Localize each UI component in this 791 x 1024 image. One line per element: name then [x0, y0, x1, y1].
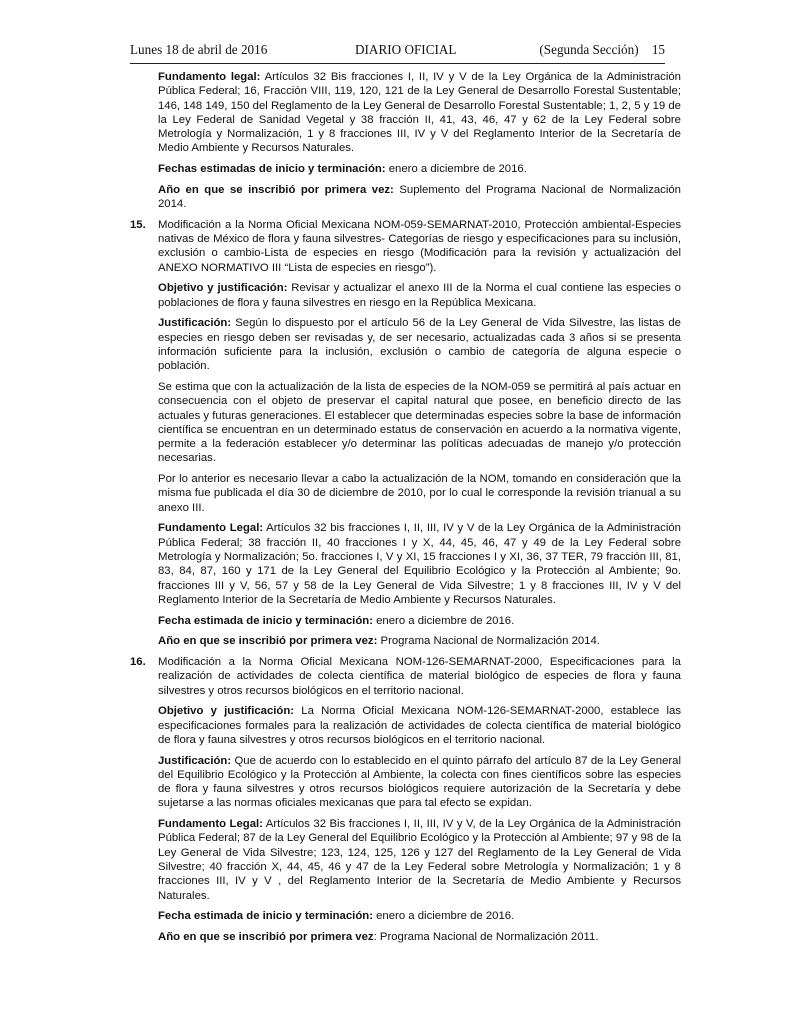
header-section-page	[539, 42, 665, 58]
justificacion-paragraph	[158, 316, 681, 373]
fundamento-paragraph	[158, 70, 681, 156]
fechas-text: enero a diciembre de 2016.	[385, 163, 527, 176]
item-number: 16.	[130, 655, 146, 668]
item-title: Modificación a la Norma Oficial Mexicana NOM-059-SEMARNAT-2010, Protección ambiental-Especies nativas de México de flora y fauna silvestres- Categorías de riesgo y especificaciones para su inclusión, exclusión o cambio-Lista de especies en riesgo (Modificación para la revisión y actualización del ANEXO NORMATIVO III “Lista de especies en riesgo”).	[158, 218, 681, 274]
fecha-label: Fecha estimada de inicio y terminación:	[158, 910, 373, 923]
justificacion-paragraph	[158, 754, 681, 811]
header-date: Lunes 18 de abril de 2016	[130, 42, 268, 57]
anio-text: : Programa Nacional de Normalización 2011.	[373, 930, 599, 943]
fecha-text: enero a diciembre de 2016.	[372, 614, 515, 627]
list-item-15	[130, 218, 681, 275]
anio-label: Año en que se inscribió por primera vez:	[158, 183, 394, 196]
anio-label: Año en que se inscribió por primera vez	[158, 930, 374, 943]
fechas-paragraph	[158, 162, 681, 176]
anio-label: Año en que se inscribió por primera vez:	[158, 635, 378, 648]
item-title: Modificación a la Norma Oficial Mexicana NOM-126-SEMARNAT-2000, Especificaciones para la realización de actividades de colecta científica de material biológico de especies de flora y fauna silvestres y otros recursos biológicos en el territorio nacional.	[158, 655, 681, 697]
objetivo-paragraph	[158, 281, 681, 310]
header-section: (Segunda Sección)	[539, 42, 639, 57]
anio-text: Suplemento del Programa Nacional de Normalización 2014.	[158, 183, 681, 211]
objetivo-label: Objetivo y justificación:	[158, 705, 295, 718]
anio-paragraph	[158, 634, 681, 648]
anterior-paragraph: Por lo anterior es necesario llevar a cabo la actualización de la NOM, tomando en consideración que la misma fue publicada el día 30 de diciembre de 2010, por lo cual le corresponde la revisión trianual a su anexo III.	[158, 473, 681, 514]
fecha-text: enero a diciembre de 2016.	[372, 910, 515, 923]
anio-text: Programa Nacional de Normalización 2014.	[377, 635, 600, 648]
document-body	[130, 70, 681, 951]
page-header	[130, 42, 665, 62]
fundamento-paragraph	[158, 521, 681, 607]
header-page-number: 15	[651, 42, 665, 57]
justificacion-text: Que de acuerdo con lo establecido en el quinto párrafo del artículo 87 de la Ley General del Equilibrio Ecológico y la Protección al Ambiente, la colecta con fines científicos sobre las especies de flora y fauna silvestres y otros recursos biológicos requiere autorización de la Secretaría y debe sujetarse a las normas oficiales mexicanas que para tal efecto se expidan.	[158, 754, 681, 810]
fecha-paragraph	[158, 614, 681, 628]
fecha-paragraph	[158, 909, 681, 923]
header-title: DIARIO OFICIAL	[355, 42, 457, 57]
justificacion-text: Según lo dispuesto por el artículo 56 de la Ley General de Vida Silvestre, las listas de especies en riesgo deben ser revisadas y, de ser necesario, actualizadas cada 3 años si se presenta información suficiente para la inclusión, exclusión o cambio de categoría de alguna especie o población.	[158, 317, 681, 373]
objetivo-label: Objetivo y justificación:	[158, 282, 288, 295]
header-rule	[130, 63, 665, 64]
list-item-16	[130, 655, 681, 698]
anio-paragraph	[158, 183, 681, 212]
objetivo-paragraph	[158, 704, 681, 747]
justificacion-label: Justificación:	[158, 754, 232, 767]
anio-paragraph	[158, 930, 681, 944]
objetivo-text: La Norma Oficial Mexicana NOM-126-SEMARNAT-2000, establece las especificaciones formales para la realización de actividades de colecta científica de material biológico de flora y fauna silvestres y otros recursos biológicos en el territorio nacional.	[158, 705, 681, 746]
fechas-label: Fechas estimadas de inicio y terminación:	[158, 163, 386, 176]
fundamento-label: Fundamento Legal:	[158, 522, 264, 535]
fundamento-text: Artículos 32 bis fracciones I, II, III, IV y V de la Ley Orgánica de la Administración Pública Federal; 38 fracción II, 40 fracciones I y X, 44, 45, 46, 47 y 49 de la Ley Federal sobre Metrología y Normalización; 5o. fracciones I, V y XI, 15 fracciones I y XI, 36, 37 TER, 79 fracción III, 81, 83, 84, 87, 160 y 171 de la Ley General del Equilibrio Ecológico y la Protección al Ambiente; 9o. fracciones III y V, 56, 57 y 58 de la Ley General de Vida Silvestre; 1 y 8 fracciones III, IV y V del Reglamento Interior de la Secretaría de Medio Ambiente y Recursos Naturales.	[158, 522, 681, 606]
fundamento-label: Fundamento legal:	[158, 71, 261, 83]
fundamento-text: Artículos 32 Bis fracciones I, II, III, IV y V, de la Ley Orgánica de la Administración Pública Federal; 87 de la Ley General del Equilibrio Ecológico y la Protección al Ambiente; 97 y 98 de la Ley General de Vida Silvestre; 123, 124, 125, 126 y 127 del Reglamento de la Ley General de Vida Silvestre; 40 fracción X, 44, 45, 46 y 47 de la Ley Federal sobre Metrología y Normalización; 1 y 8 fracciones III, IV y V , del Reglamento Interior de la Secretaría de Medio Ambiente y Recursos Naturales.	[158, 818, 681, 902]
fundamento-paragraph	[158, 817, 681, 903]
estima-paragraph: Se estima que con la actualización de la lista de especies de la NOM-059 se permitirá al país actuar en consecuencia con el objeto de preservar el capital natural que posee, en beneficio directo de las actuales y futuras generaciones. El establecer que determinadas especies sobre la base de información científica se encuentran en un determinado estatus de conservación en acuerdo a la normativa vigente, permite a la federación establecer y/o determinar las políticas adecuadas de manejo y/o protección necesarias.	[158, 380, 681, 465]
fundamento-label: Fundamento Legal:	[158, 818, 263, 831]
objetivo-text: Revisar y actualizar el anexo III de la Norma el cual contiene las especies o poblaciones de flora y fauna silvestres en riesgo en la República Mexicana.	[158, 282, 681, 309]
fundamento-text: Artículos 32 Bis fracciones I, II, IV y V de la Ley Orgánica de la Administración Pública Federal; 16, Fracción VIII, 119, 120, 121 de la Ley General de Desarrollo Forestal Sustentable; 146, 148 149, 150 del Reglamento de la Ley General de Desarrollo Forestal Sustentable; 1, 2, 5 y 19 de la Ley Federal de Sanidad Vegetal y 38 fracción II, 41, 43, 46, 47 y 62 de la Ley Federal sobre Metrología y Normalización, 1 y 8 fracciones III, IV y V del Reglamento Interior de la Secretaría de Medio Ambiente y Recursos Naturales.	[158, 71, 681, 155]
justificacion-label: Justificación:	[158, 317, 232, 330]
item-number: 15.	[130, 218, 146, 231]
fecha-label: Fecha estimada de inicio y terminación:	[158, 614, 373, 627]
